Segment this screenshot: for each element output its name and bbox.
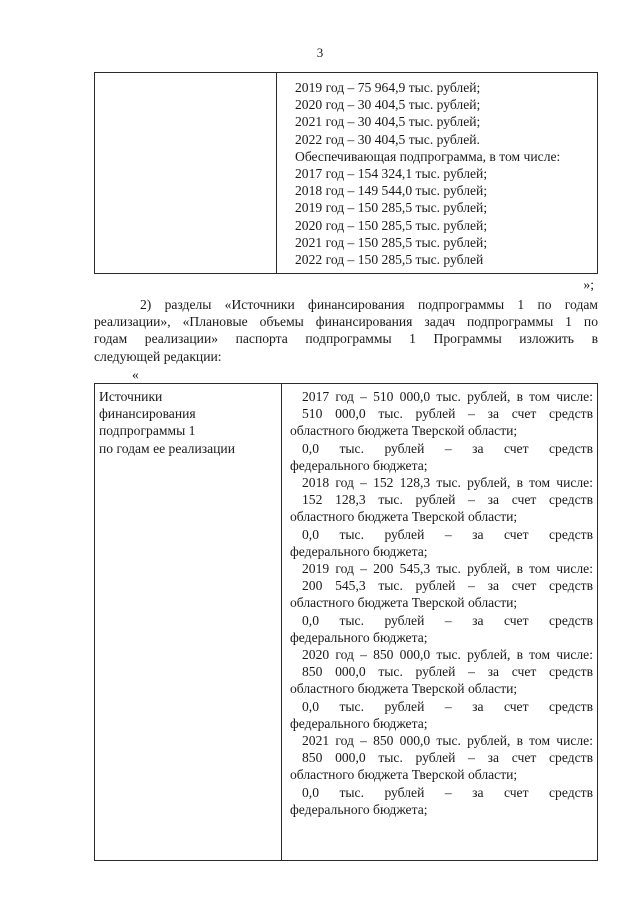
year-total-line: 2018 год – 152 128,3 тыс. рублей, в том числе: [302, 475, 593, 491]
table1-line: 2022 год – 30 404,5 тыс. рублей. [295, 131, 480, 147]
table1-line: 2020 год – 30 404,5 тыс. рублей; [295, 97, 481, 113]
federal-budget-line: 0,0 тыс. рублей – за счет средств [302, 440, 593, 456]
regional-budget-line: 850 000,0 тыс. рублей – за счет средств [302, 750, 593, 766]
federal-budget-line: федерального бюджета; [290, 543, 428, 559]
label-line: финансирования [99, 406, 196, 422]
regional-budget-line: областного бюджета Тверской области; [290, 595, 518, 611]
year-total-line: 2019 год – 200 545,3 тыс. рублей, в том числе: [302, 561, 593, 577]
regional-budget-line: областного бюджета Тверской области; [290, 767, 518, 783]
funding-sources-values-cell [282, 384, 598, 861]
label-line: по годам ее реализации [99, 440, 235, 456]
table1-line: 2022 год – 150 285,5 тыс. рублей [295, 252, 484, 268]
year-total-line: 2017 год – 510 000,0 тыс. рублей, в том числе: [302, 389, 593, 404]
regional-budget-line: областного бюджета Тверской области; [290, 423, 518, 439]
table1-label-cell [95, 73, 277, 274]
federal-budget-line: федерального бюджета; [290, 629, 428, 645]
label-line: Источники [99, 389, 163, 404]
table1-line: 2019 год – 75 964,9 тыс. рублей; [295, 80, 481, 95]
year-block [290, 732, 593, 818]
amendment-paragraph [94, 296, 598, 365]
funding-table-continued [94, 72, 598, 274]
regional-budget-line: 850 000,0 тыс. рублей – за счет средств [302, 664, 593, 680]
year-total-line: 2021 год – 850 000,0 тыс. рублей, в том числе: [302, 733, 593, 749]
year-block [290, 388, 593, 474]
table1-line: 2020 год – 150 285,5 тыс. рублей; [295, 217, 488, 233]
federal-budget-line: 0,0 тыс. рублей – за счет средств [302, 698, 593, 714]
federal-budget-line: федерального бюджета; [290, 801, 428, 817]
table1-line: 2017 год – 154 324,1 тыс. рублей; [295, 166, 488, 182]
year-total-line: 2020 год – 850 000,0 тыс. рублей, в том числе: [302, 647, 593, 663]
table1-values-cell [277, 73, 598, 274]
table1-line: Обеспечивающая подпрограмма, в том числе: [295, 148, 561, 164]
opening-quote: « [132, 367, 139, 382]
paragraph-line: годам реализации» паспорта подпрограммы 1 Программы изложить в [94, 331, 598, 347]
paragraph-line: 2) разделы «Источники финансирования подпрограммы 1 по годам [140, 297, 598, 312]
label-line: подпрограммы 1 [99, 423, 196, 439]
regional-budget-line: 152 128,3 тыс. рублей – за счет средств [302, 492, 593, 508]
year-block [290, 646, 593, 732]
year-block [290, 560, 593, 646]
federal-budget-line: 0,0 тыс. рублей – за счет средств [302, 612, 593, 628]
closing-quote: »; [583, 277, 594, 292]
federal-budget-line: федерального бюджета; [290, 457, 428, 473]
page-number: 3 [316, 45, 324, 60]
regional-budget-line: 200 545,3 тыс. рублей – за счет средств [302, 578, 593, 594]
funding-sources-label-cell [95, 384, 282, 861]
federal-budget-line: 0,0 тыс. рублей – за счет средств [302, 784, 593, 800]
regional-budget-line: 510 000,0 тыс. рублей – за счет средств [302, 406, 593, 422]
paragraph-line: реализации», «Плановые объемы финансирования задач подпрограммы 1 по [94, 314, 598, 330]
paragraph-line: следующей редакции: [94, 348, 222, 364]
regional-budget-line: областного бюджета Тверской области; [290, 681, 518, 697]
federal-budget-line: федерального бюджета; [290, 715, 428, 731]
federal-budget-line: 0,0 тыс. рублей – за счет средств [302, 526, 593, 542]
regional-budget-line: областного бюджета Тверской области; [290, 509, 518, 525]
funding-sources-table [94, 383, 598, 861]
year-block [290, 474, 593, 560]
table1-line: 2018 год – 149 544,0 тыс. рублей; [295, 183, 488, 199]
table1-line: 2021 год – 30 404,5 тыс. рублей; [295, 114, 481, 130]
table1-line: 2019 год – 150 285,5 тыс. рублей; [295, 200, 488, 216]
table1-line: 2021 год – 150 285,5 тыс. рублей; [295, 234, 488, 250]
